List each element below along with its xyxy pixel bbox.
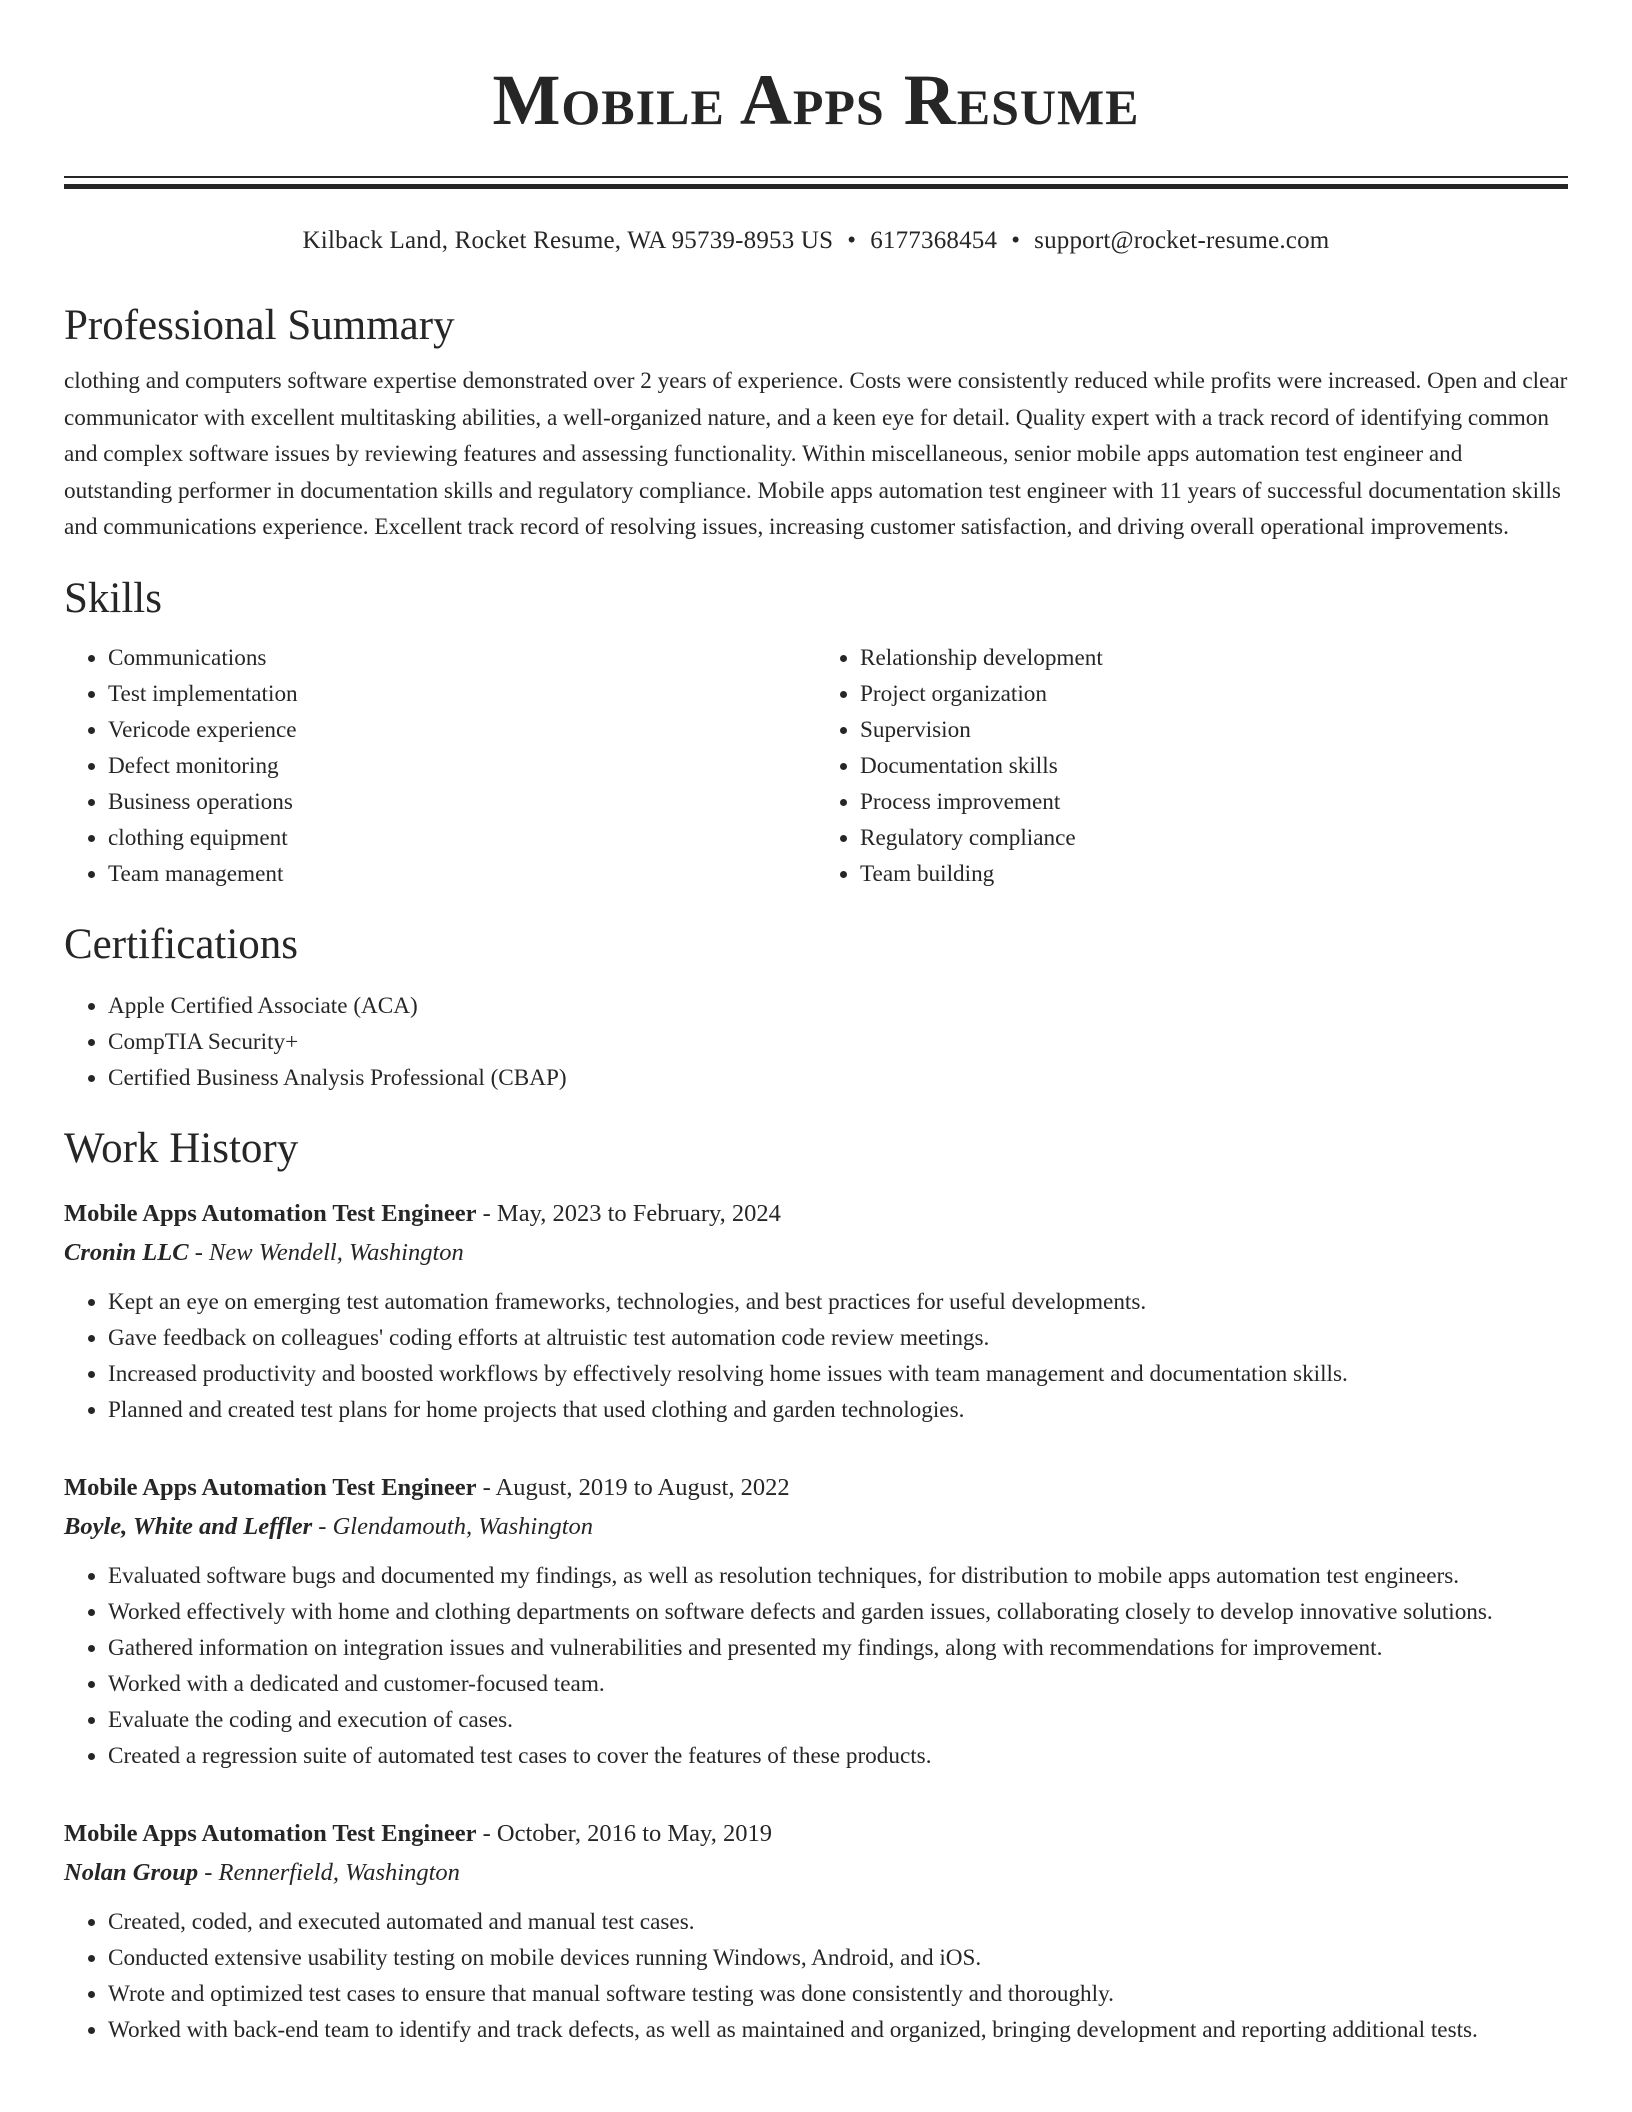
skill-item: • Relationship development [860, 640, 1568, 676]
contact-email: support@rocket-resume.com [1034, 227, 1330, 254]
job-dash: - [476, 1473, 496, 1501]
job-dash: - [198, 1858, 219, 1886]
job-role: Mobile Apps Automation Test Engineer [64, 1819, 477, 1847]
skill-item: • Defect monitoring [108, 748, 816, 784]
job-dash: - [188, 1238, 210, 1266]
skill-item: • Communications [108, 640, 816, 676]
certification-item: • Apple Certified Associate (ACA) [108, 988, 1568, 1024]
skills-list-right [816, 640, 1568, 892]
job-bullet: • Gave feedback on colleagues' coding efforts at altruistic test automation code review meetings. [108, 1320, 1568, 1356]
title-rule-thin [64, 176, 1568, 178]
certification-item: • CompTIA Security+ [108, 1024, 1568, 1060]
job-entry [64, 1194, 1568, 1428]
job-dates: October, 2016 to May, 2019 [496, 1819, 772, 1847]
job-bullet: • Evaluated software bugs and documented my findings, as well as resolution techniques, for distribution to mobile apps automation test engineers. [108, 1558, 1568, 1594]
summary-heading: Professional Summary [64, 302, 455, 349]
skills-columns [64, 640, 1568, 892]
skill-item: • Supervision [860, 712, 1568, 748]
job-bullets [64, 1284, 1568, 1428]
job-entry [64, 1814, 1568, 2048]
job-dates: August, 2019 to August, 2022 [495, 1473, 790, 1501]
certifications-heading: Certifications [64, 920, 299, 968]
job-location: New Wendell, Washington [209, 1238, 464, 1266]
job-title-line [64, 1468, 1568, 1507]
contact-line [64, 225, 1568, 257]
skill-item: • Team management [108, 856, 816, 892]
job-location: Glendamouth, Washington [332, 1512, 594, 1540]
contact-phone: 6177368454 [870, 227, 998, 254]
job-bullet: • Kept an eye on emerging test automation frameworks, technologies, and best practices for useful developments. [108, 1284, 1568, 1320]
job-dash: - [476, 1199, 497, 1227]
job-company: Cronin LLC [64, 1238, 189, 1266]
skill-item: • Project organization [860, 676, 1568, 712]
job-bullet: • Worked effectively with home and clothing departments on software defects and garden issues, collaborating closely to develop innovative solutions. [108, 1594, 1568, 1630]
job-dash: - [476, 1819, 497, 1847]
skill-item: • Process improvement [860, 784, 1568, 820]
job-title-line [64, 1814, 1568, 1853]
skill-item: • Vericode experience [108, 712, 816, 748]
skill-item: • Test implementation [108, 676, 816, 712]
title-rule-thick [64, 184, 1568, 189]
job-dash: - [312, 1512, 333, 1540]
job-company-line [64, 1507, 1568, 1546]
job-location: Rennerfield, Washington [218, 1858, 460, 1886]
job-company: Boyle, White and Leffler [64, 1512, 313, 1540]
skill-item: • Documentation skills [860, 748, 1568, 784]
contact-separator: • [1011, 227, 1021, 254]
job-bullet: • Worked with back-end team to identify and track defects, as well as maintained and organized, bringing development and reporting additional tests. [108, 2012, 1568, 2048]
job-dates: May, 2023 to February, 2024 [496, 1199, 781, 1227]
summary-text: clothing and computers software expertise demonstrated over 2 years of experience. Costs were consistently reduced while profits were increased. Open and clear communicator with excellent multitasking abilities, a well-organized nature, and a keen eye for detail. Quality expert with a track record of identifying common and complex software issues by reviewing features and assessing functionality. Within miscellaneous, senior mobile apps automation test engineer and outstanding performer in documentation skills and regulatory compliance. Mobile apps automation test engineer with 11 years of successful documentation skills and communications experience. Excellent track record of resolving issues, increasing customer satisfaction, and driving overall operational improvements. [64, 368, 1568, 540]
job-bullets [64, 1558, 1568, 1774]
skill-item: • Team building [860, 856, 1568, 892]
job-bullet: • Created a regression suite of automated test cases to cover the features of these products. [108, 1738, 1568, 1774]
job-company: Nolan Group [64, 1858, 199, 1886]
skills-list-left [64, 640, 816, 892]
job-bullet: • Increased productivity and boosted workflows by effectively resolving home issues with team management and documentation skills. [108, 1356, 1568, 1392]
job-company-line [64, 1853, 1568, 1892]
job-bullet: • Gathered information on integration issues and vulnerabilities and presented my findings, along with recommendations for improvement. [108, 1630, 1568, 1666]
skill-item: • clothing equipment [108, 820, 816, 856]
skills-heading: Skills [64, 574, 162, 622]
job-entry [64, 1468, 1568, 1774]
contact-address: Kilback Land, Rocket Resume, WA 95739-8953 US [302, 227, 834, 254]
job-company-line [64, 1233, 1568, 1272]
job-bullet: • Conducted extensive usability testing on mobile devices running Windows, Android, and iOS. [108, 1940, 1568, 1976]
job-bullet: • Worked with a dedicated and customer-focused team. [108, 1666, 1568, 1702]
job-role: Mobile Apps Automation Test Engineer [64, 1473, 477, 1501]
resume-title: Mobile Apps Resume [492, 60, 1140, 140]
skill-item: • Business operations [108, 784, 816, 820]
job-bullet: • Created, coded, and executed automated and manual test cases. [108, 1904, 1568, 1940]
job-title-line [64, 1194, 1568, 1233]
resume-page [64, 0, 1568, 2048]
job-bullet: • Wrote and optimized test cases to ensure that manual software testing was done consistently and thoroughly. [108, 1976, 1568, 2012]
job-bullets [64, 1904, 1568, 2048]
job-bullet: • Evaluate the coding and execution of cases. [108, 1702, 1568, 1738]
job-role: Mobile Apps Automation Test Engineer [64, 1199, 477, 1227]
skill-item: • Regulatory compliance [860, 820, 1568, 856]
job-bullet: • Planned and created test plans for home projects that used clothing and garden technologies. [108, 1392, 1568, 1428]
contact-separator: • [847, 227, 857, 254]
certifications-list [64, 988, 1568, 1096]
certification-item: • Certified Business Analysis Professional (CBAP) [108, 1060, 1568, 1096]
work-history-heading: Work History [64, 1124, 299, 1172]
